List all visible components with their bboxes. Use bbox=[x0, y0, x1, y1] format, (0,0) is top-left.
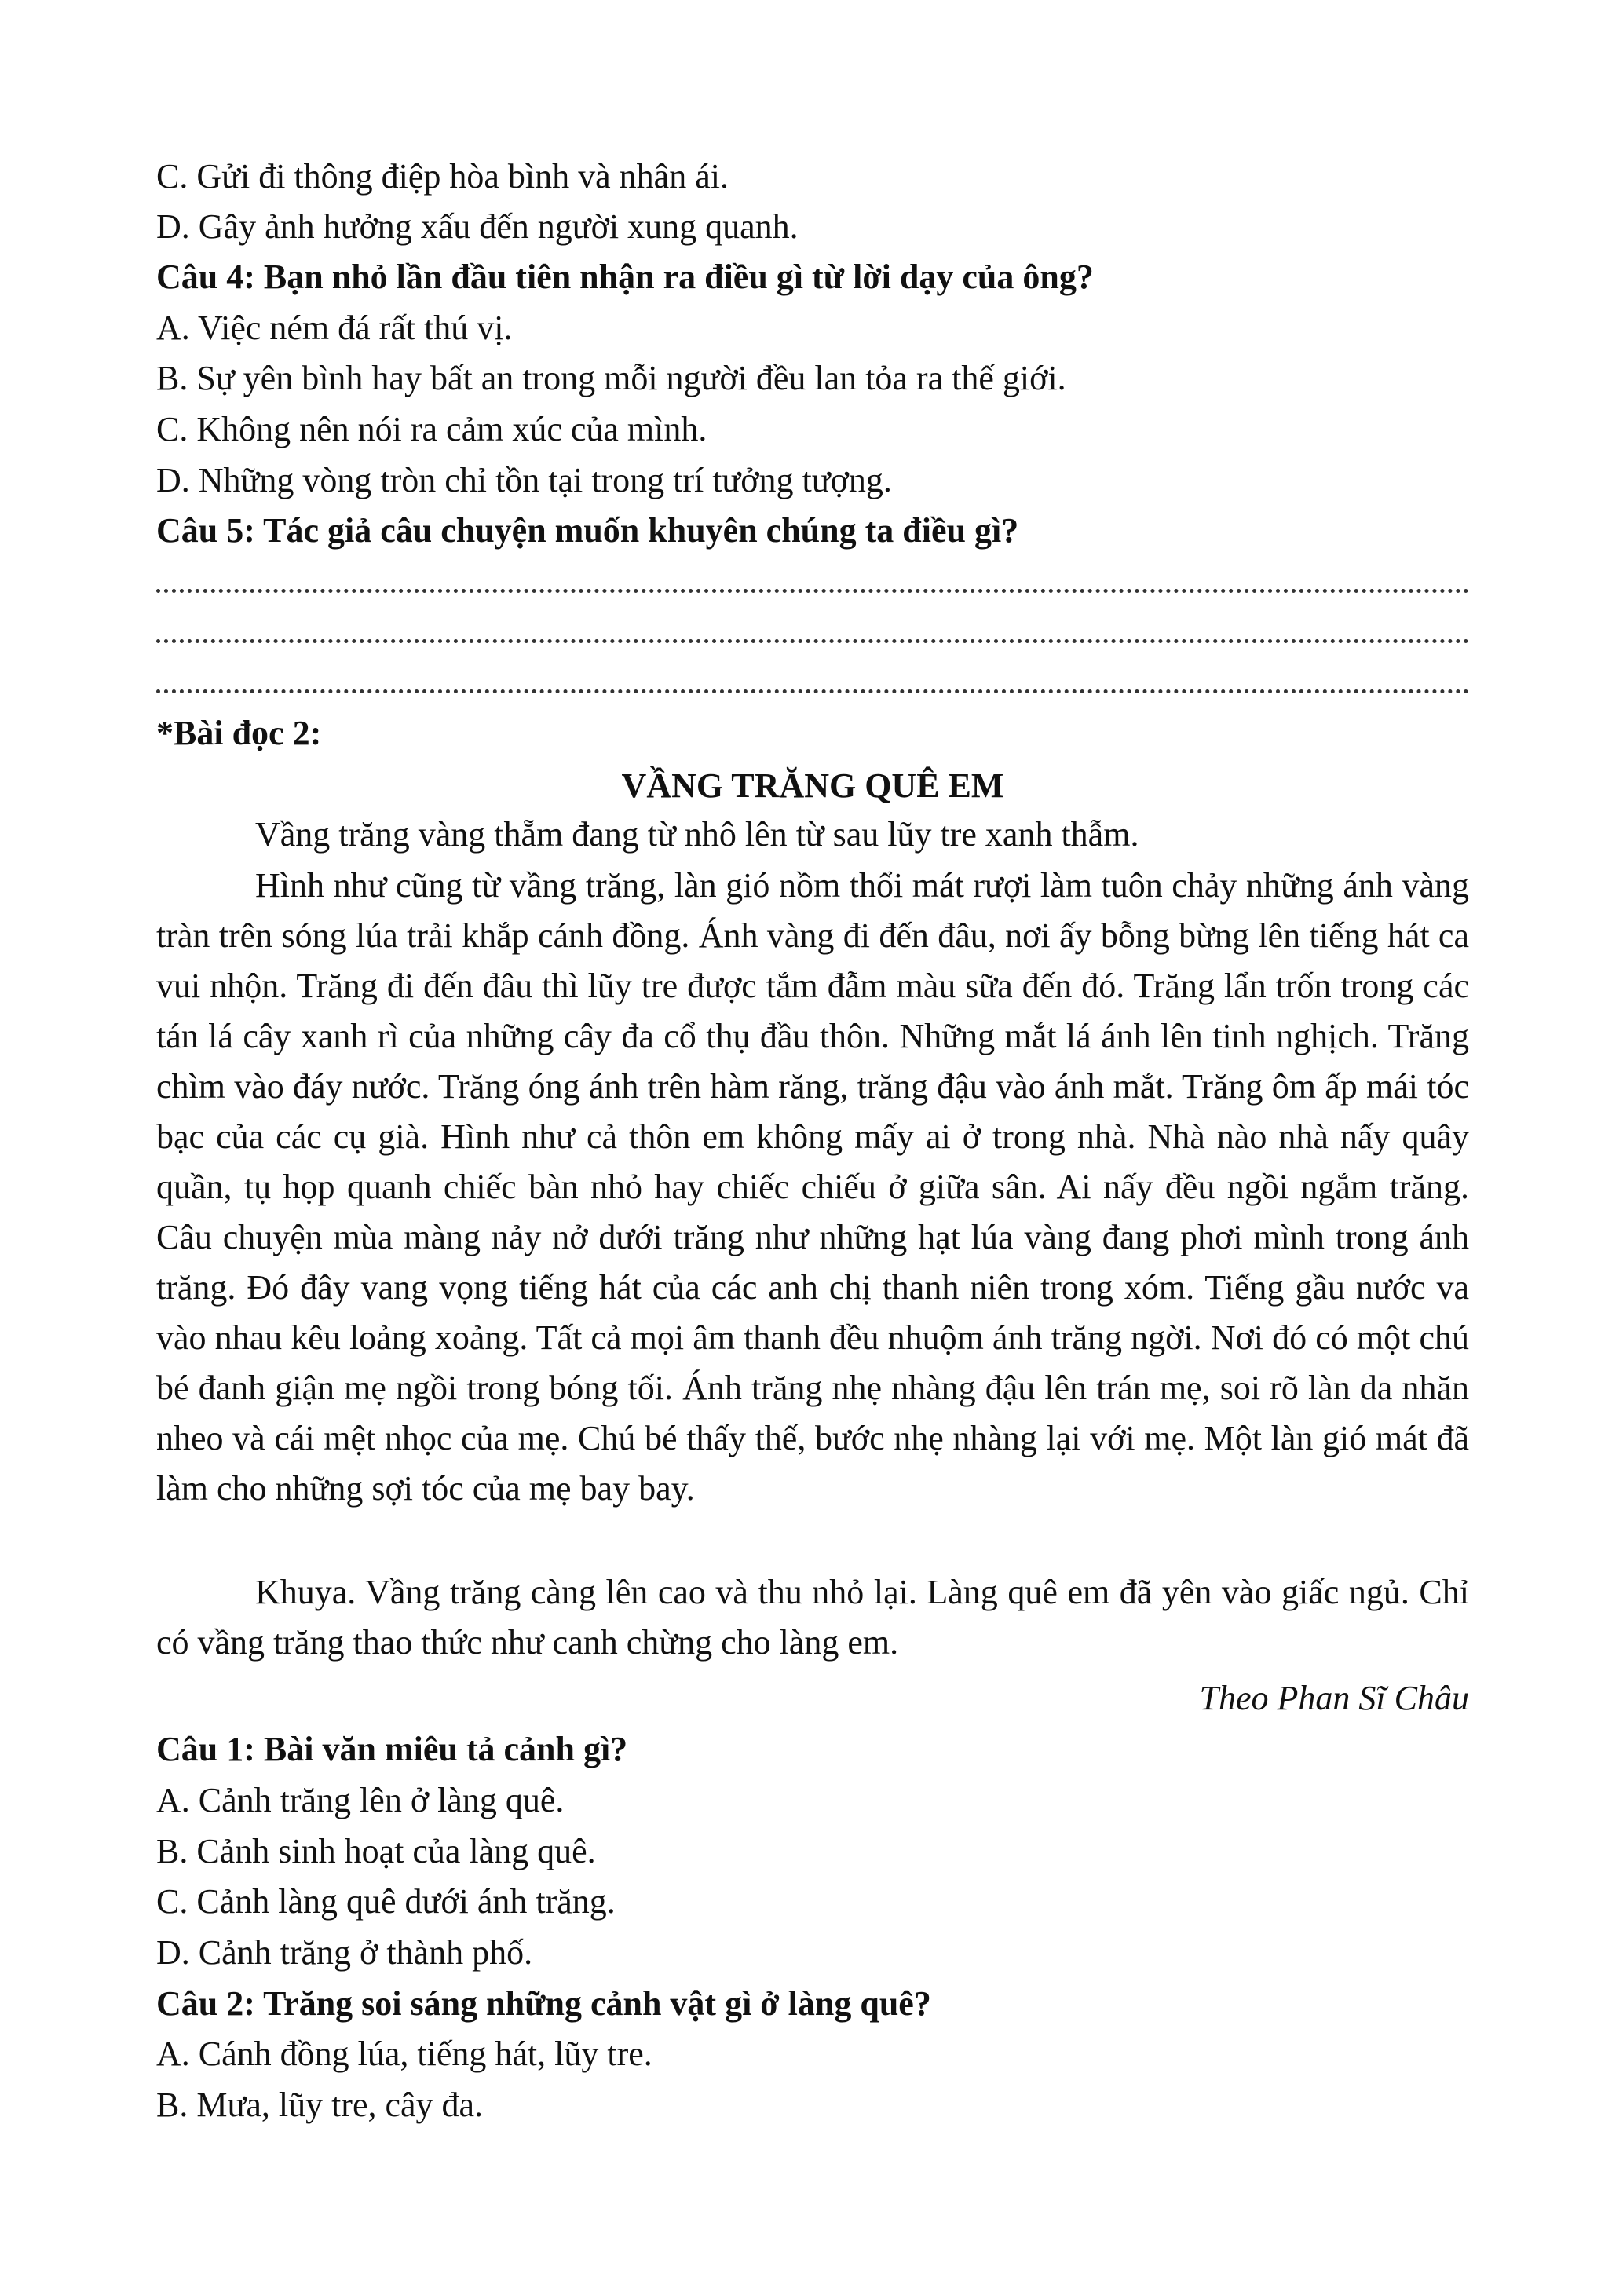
q3-option-c: C. Gửi đi thông điệp hòa bình và nhân ái. bbox=[156, 157, 729, 196]
q4-option-b: B. Sự yên bình hay bất an trong mỗi người đều lan tỏa ra thế giới. bbox=[156, 359, 1066, 397]
reading-heading: *Bài đọc 2: bbox=[156, 714, 322, 752]
author-credit: Theo Phan Sĩ Châu bbox=[1199, 1679, 1469, 1717]
q4-option-d: D. Những vòng tròn chỉ tồn tại trong trí tưởng tượng. bbox=[156, 461, 892, 499]
r2-q1-option-d: D. Cảnh trăng ở thành phố. bbox=[156, 1933, 533, 1972]
r2-q1-question: Câu 1: Bài văn miêu tả cảnh gì? bbox=[156, 1730, 628, 1768]
r2-q1-option-a: A. Cảnh trăng lên ở làng quê. bbox=[156, 1781, 565, 1819]
r2-q1-option-c: C. Cảnh làng quê dưới ánh trăng. bbox=[156, 1882, 616, 1921]
q3-option-d: D. Gây ảnh hưởng xấu đến người xung quanh. bbox=[156, 207, 799, 246]
r2-q2-option-b: B. Mưa, lũy tre, cây đa. bbox=[156, 2086, 484, 2124]
reading-title: VẦNG TRĂNG QUÊ EM bbox=[621, 766, 1004, 805]
q4-option-a: A. Việc ném đá rất thú vị. bbox=[156, 309, 513, 347]
answer-line bbox=[156, 584, 1469, 593]
r2-q2-option-a: A. Cánh đồng lúa, tiếng hát, lũy tre. bbox=[156, 2035, 652, 2073]
r2-q2-question: Câu 2: Trăng soi sáng những cảnh vật gì ở làng quê? bbox=[156, 1984, 931, 2023]
q5-question: Câu 5: Tác giả câu chuyện muốn khuyên chúng ta điều gì? bbox=[156, 511, 1019, 550]
paragraph-2: Hình như cũng từ vầng trăng, làn gió nồm thổi mát rượi làm tuôn chảy những ánh vàng tràn trên sóng lúa trải khắp cánh đồng. Ánh vàng đi đến đâu, nơi ấy bỗng bừng lên tiếng hát ca vui nhộn. Trăng đi đến đâu thì lũy tre được tắm đẫm màu sữa đến đó. Trăng lẩn trốn trong các tán lá cây xanh rì của những cây đa cổ thụ đầu thôn. Những mắt lá ánh lên tinh nghịch. Trăng chìm vào đáy nước. Trăng óng ánh trên hàm răng, trăng đậu vào ánh mắt. Trăng ôm ấp mái tóc bạc của các cụ già. Hình như cả thôn em không mấy ai ở trong nhà. Nhà nào nhà nấy quây quần, tụ họp quanh chiếc bàn nhỏ hay chiếc chiếu ở giữa sân. Ai nấy đều ngồi ngắm trăng. Câu chuyện mùa màng nảy nở dưới trăng như những hạt lúa vàng đang phơi mình trong ánh trăng. Đó đây vang vọng tiếng hát của các anh chị thanh niên trong xóm. Tiếng gầu nước va vào nhau kêu loảng xoảng. Tất cả mọi âm thanh đều nhuộm ánh trăng ngời. Nơi đó có một chú bé đanh giận mẹ ngồi trong bóng tối. Ánh trăng nhẹ nhàng đậu lên trán mẹ, soi rõ làn da nhăn nheo và cái mệt nhọc của mẹ. Chú bé thấy thế, bước nhẹ nhàng lại với mẹ. Một làn gió mát đã làm cho những sợi tóc của mẹ bay bay. bbox=[156, 866, 1469, 1508]
r2-q1-option-b: B. Cảnh sinh hoạt của làng quê. bbox=[156, 1832, 596, 1870]
paragraph-1: Vầng trăng vàng thẵm đang từ nhô lên từ sau lũy tre xanh thẫm. bbox=[255, 815, 1139, 854]
q4-option-c: C. Không nên nói ra cảm xúc của mình. bbox=[156, 410, 707, 448]
answer-line bbox=[156, 685, 1469, 693]
q4-question: Câu 4: Bạn nhỏ lần đầu tiên nhận ra điều gì từ lời dạy của ông? bbox=[156, 258, 1094, 296]
paragraph-3: Khuya. Vầng trăng càng lên cao và thu nhỏ lại. Làng quê em đã yên vào giấc ngủ. Chỉ có vầng trăng thao thức như canh chừng cho làng em. bbox=[156, 1573, 1469, 1662]
answer-line bbox=[156, 634, 1469, 643]
